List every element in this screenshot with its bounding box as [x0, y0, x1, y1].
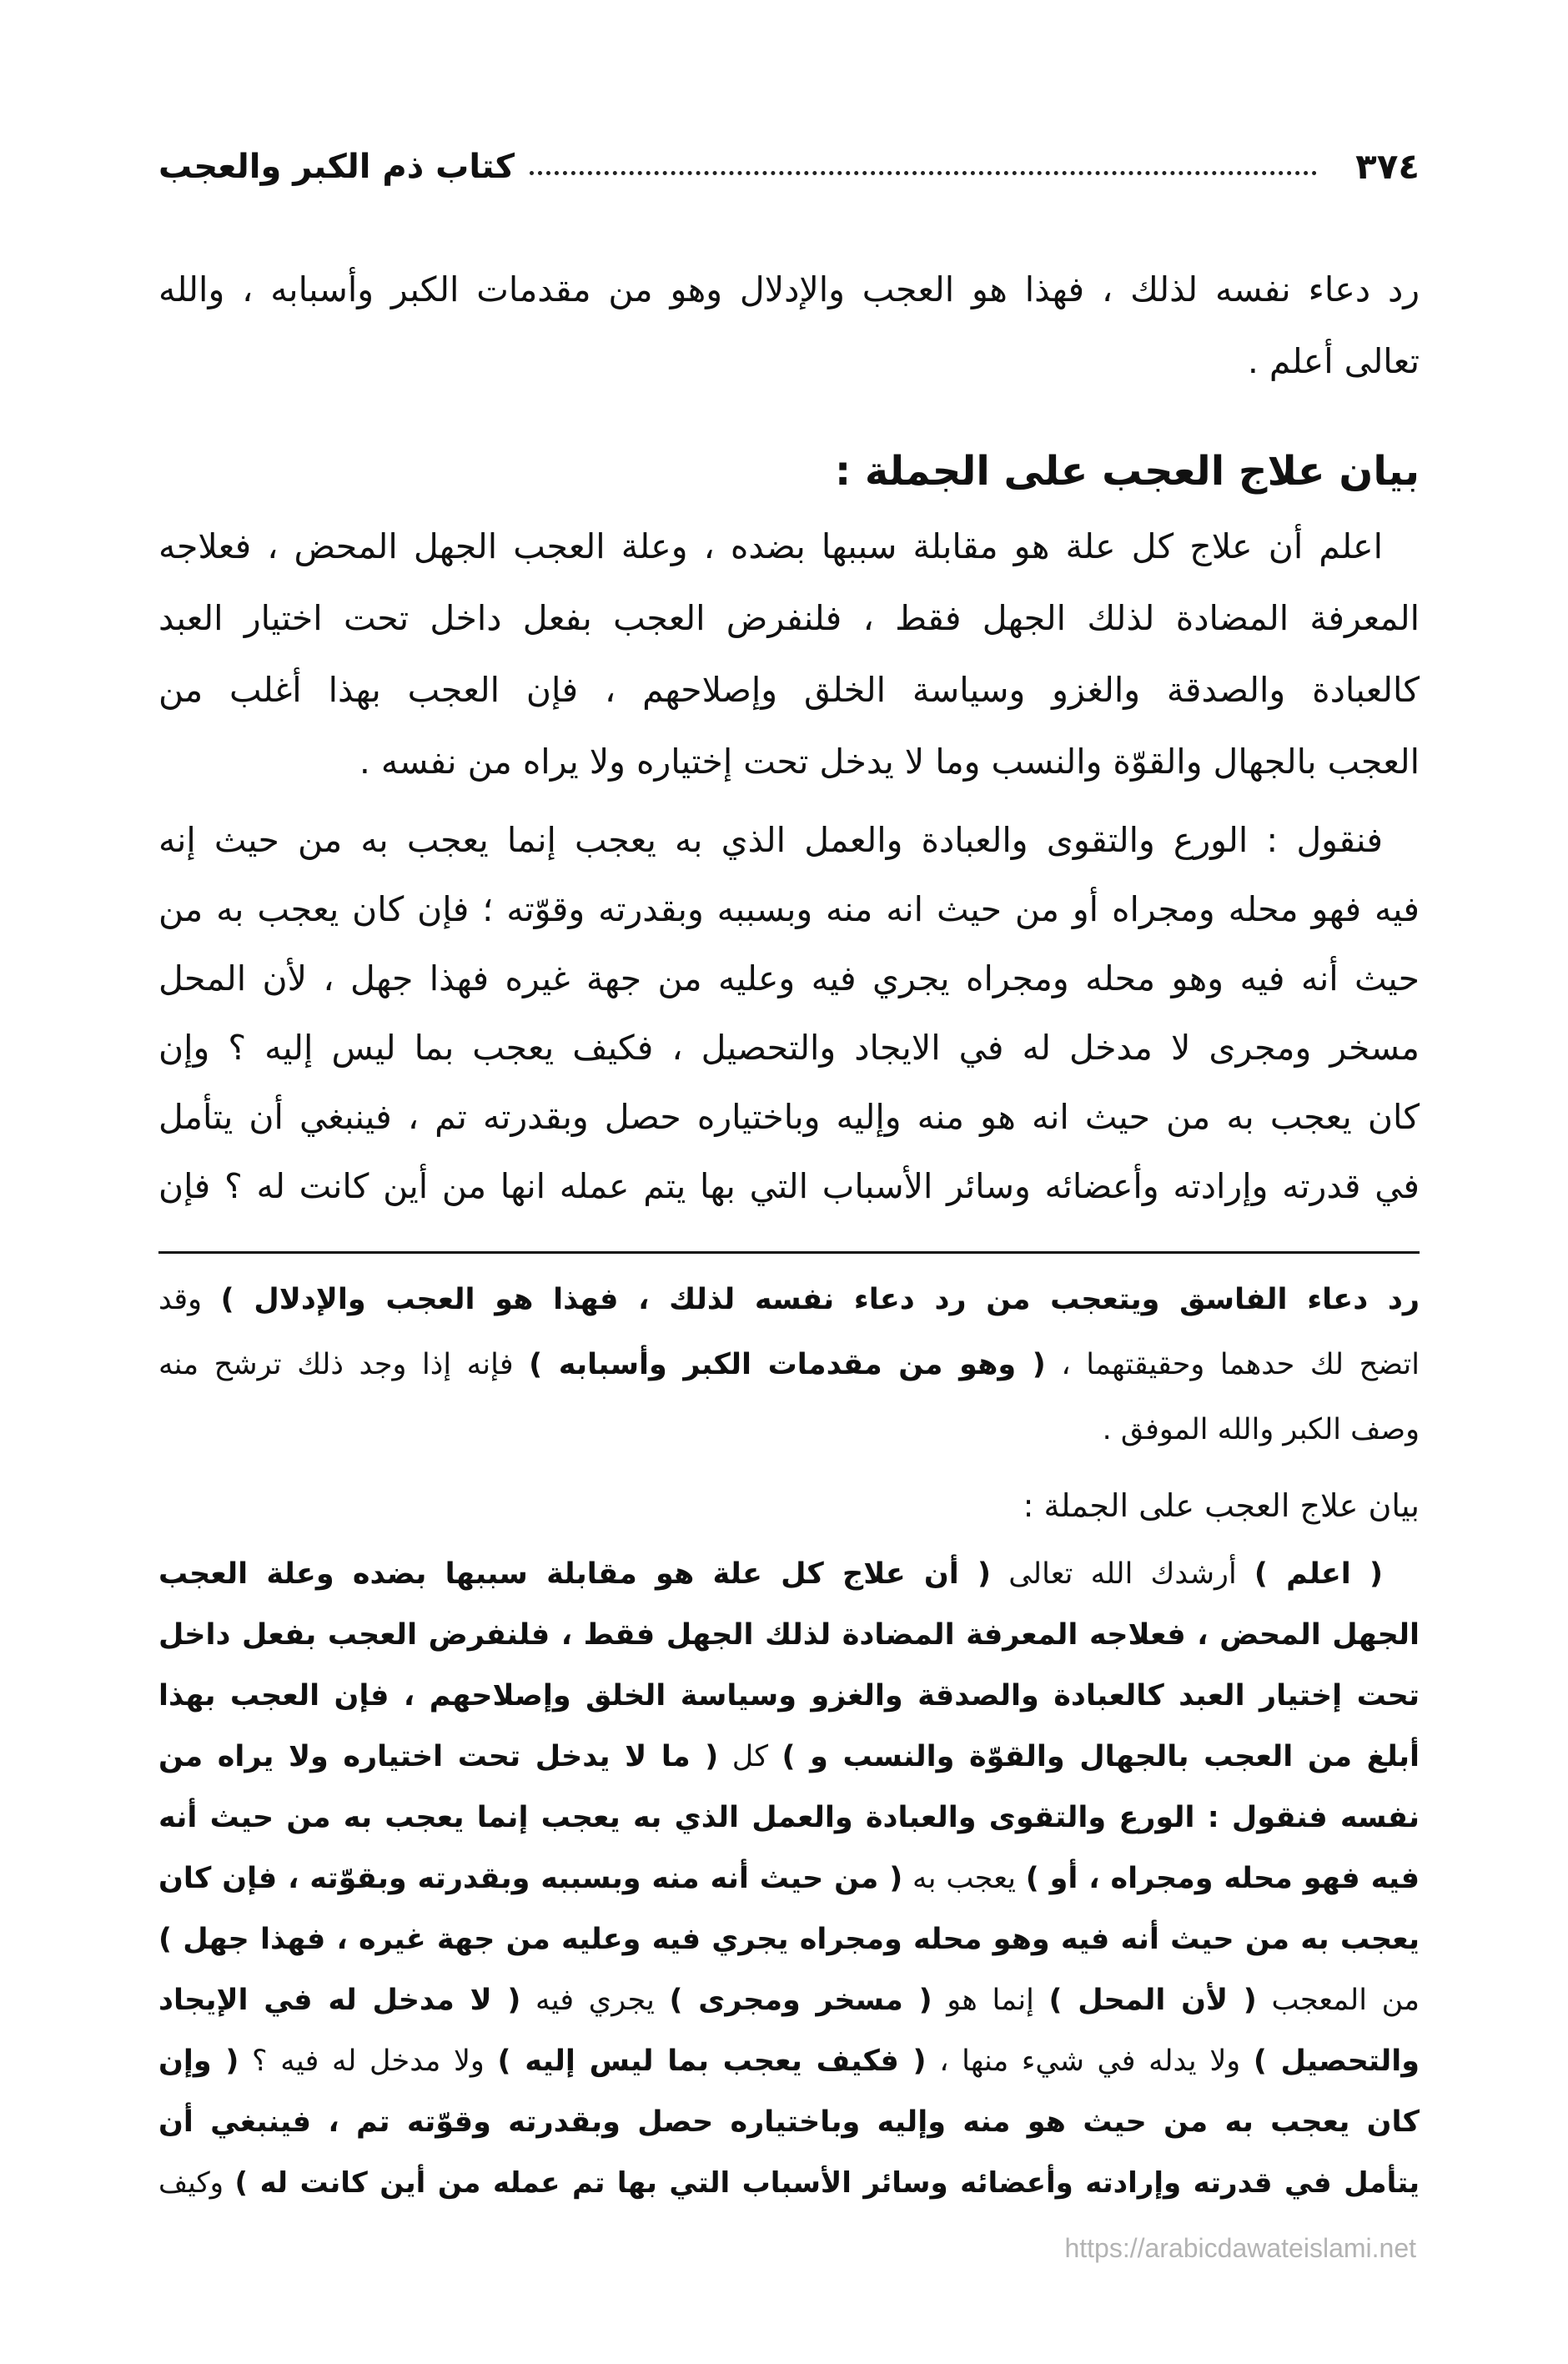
commentary-text: ولا يدله في شيء منها ، — [926, 2045, 1254, 2078]
main-text-opening — [158, 254, 1420, 397]
matn-text: أبلغ من العجب بالجهال والقوّة والنسب و ) — [781, 1740, 1420, 1773]
text-line: كان يعجب به من حيث انه هو منه وإليه وباختياره حصل وبقدرته تم ، فينبغي أن يتأمل — [158, 1097, 1420, 1137]
text-line: حيث أنه فيه وهو محله ومجراه يجري فيه وعليه من جهة غيره فهذا جهل ، لأن المحل — [158, 958, 1420, 998]
text-line — [158, 1666, 1420, 1727]
text-line — [158, 1909, 1420, 1970]
commentary-text: ولا مدخل له فيه ؟ — [239, 2045, 498, 2078]
commentary-text: اتضح لك حدهما وحقيقتهما ، — [1045, 1348, 1420, 1381]
commentary-paragraph — [158, 1544, 1420, 2214]
matn-text: ( أن علاج كل علة هو مقابلة سببها بضده وعلة العجب — [158, 1557, 992, 1591]
matn-text: ( ما لا يدخل تحت اختياره ولا يراه من — [158, 1740, 719, 1773]
text-line — [158, 1332, 1420, 1397]
commentary-separator-rule — [158, 1251, 1420, 1254]
commentary-text: يجري فيه — [520, 1984, 670, 2017]
text-line — [158, 1848, 1420, 1909]
matn-text: يتأمل في قدرته وإرادته وأعضائه وسائر الأسباب التي بها تم عمله من أين كانت له ) — [234, 2166, 1420, 2200]
commentary-text: وصف الكبر والله الموفق . — [1102, 1413, 1420, 1446]
text-line: فيه فهو محله ومجراه أو من حيث انه منه وبسببه وبقدرته وقوّته ؛ فإن كان يعجب به من — [158, 889, 1420, 929]
text-line: مسخر ومجرى لا مدخل له في الايجاد والتحصيل ، فكيف يعجب بما ليس إليه ؟ وإن — [158, 1028, 1420, 1068]
matn-text: ( وهو من مقدمات الكبر وأسبابه ) — [529, 1348, 1046, 1381]
text-line — [158, 1727, 1420, 1788]
text-line: تعالى أعلم . — [1247, 341, 1420, 381]
text-line — [158, 1267, 1420, 1332]
text-line: رد دعاء نفسه لذلك ، فهذا هو العجب والإدلال وهو من مقدمات الكبر وأسبابه ، والله — [158, 269, 1420, 309]
text-line — [158, 2153, 1420, 2214]
matn-text: ( فكيف يعجب بما ليس إليه ) — [497, 2045, 927, 2078]
commentary-text: إنما هو — [932, 1984, 1049, 2017]
commentary-text: أرشدك الله تعالى — [991, 1557, 1254, 1591]
matn-text: ( مسخر ومجرى ) — [669, 1984, 932, 2017]
matn-text: ( لا مدخل له في الإيجاد — [158, 1984, 521, 2017]
text-line: اعلم أن علاج كل علة هو مقابلة سببها بضده ، وعلة العجب الجهل المحض ، فعلاجه — [158, 526, 1383, 566]
text-line — [158, 1397, 1420, 1462]
commentary-text: وكيف — [158, 2166, 235, 2200]
text-line: فنقول : الورع والتقوى والعبادة والعمل الذي به يعجب إنما يعجب به من حيث إنه — [158, 820, 1383, 860]
text-line — [158, 1605, 1420, 1666]
text-line — [158, 1544, 1420, 1605]
text-line — [158, 1970, 1420, 2031]
text-line — [158, 1788, 1420, 1848]
matn-text: رد دعاء الفاسق ويتعجب من رد دعاء نفسه لذلك ، فهذا هو العجب والإدلال ) — [220, 1283, 1420, 1316]
commentary-text: يعجب به — [902, 1862, 1026, 1895]
commentary-opening — [158, 1267, 1420, 1462]
commentary-text: كل — [718, 1740, 782, 1773]
matn-text: نفسه فنقول : الورع والتقوى والعبادة والعمل الذي به يعجب إنما يعجب به من حيث أنه — [158, 1801, 1420, 1834]
commentary-text: من المعجب — [1256, 1984, 1420, 2017]
main-paragraph-1 — [158, 511, 1420, 797]
matn-text: والتحصيل ) — [1253, 2045, 1420, 2078]
matn-text: ( اعلم ) — [1254, 1557, 1384, 1591]
main-paragraph-2 — [158, 806, 1420, 1221]
matn-text: ( من حيث أنه منه وبسببه وبقدرته وبقوّته ، فإن كان — [158, 1862, 903, 1895]
matn-text: الجهل المحض ، فعلاجه المعرفة المضادة لذلك الجهل فقط ، فلنفرض العجب بفعل داخل — [158, 1618, 1420, 1652]
header-dot-leader — [530, 171, 1317, 175]
matn-text: فيه فهو محله ومجراه ، أو ) — [1025, 1862, 1420, 1895]
matn-text: يعجب به من حيث أنه فيه وهو محله ومجراه يجري فيه وعليه من جهة غيره ، فهذا جهل ) — [158, 1923, 1420, 1956]
text-line: المعرفة المضادة لذلك الجهل فقط ، فلنفرض العجب بفعل داخل تحت اختيار العبد — [158, 598, 1420, 638]
section-heading: بيان علاج العجب على الجملة : — [834, 448, 1420, 495]
commentary-text: وقد — [158, 1283, 221, 1316]
text-line — [158, 2092, 1420, 2153]
running-title: كتاب ذم الكبر والعجب — [158, 148, 515, 186]
text-line: كالعبادة والصدقة والغزو وسياسة الخلق وإصلاحهم ، فإن العجب بهذا أغلب من — [158, 670, 1420, 710]
running-header — [158, 140, 1420, 194]
matn-text: كان يعجب به من حيث هو منه وإليه وباختياره حصل وبقدرته وقوّته تم ، فينبغي أن — [158, 2105, 1420, 2139]
page-number: ٣٧٤ — [1355, 146, 1420, 187]
commentary-text: فإنه إذا وجد ذلك ترشح منه — [158, 1348, 530, 1381]
text-line: العجب بالجهال والقوّة والنسب وما لا يدخل تحت إختياره ولا يراه من نفسه . — [359, 742, 1420, 782]
text-line: في قدرته وإرادته وأعضائه وسائر الأسباب التي بها يتم عمله انها من أين كانت له ؟ فإن — [158, 1166, 1420, 1206]
matn-text: ( وإن — [158, 2045, 239, 2078]
text-line — [158, 2031, 1420, 2092]
commentary-heading: بيان علاج العجب على الجملة : — [1023, 1487, 1420, 1524]
matn-text: ( لأن المحل ) — [1048, 1984, 1257, 2017]
matn-text: تحت إختيار العبد كالعبادة والصدقة والغزو وسياسة الخلق وإصلاحهم ، فإن العجب بهذا — [158, 1679, 1420, 1713]
watermark-url: https://arabicdawateislami.net — [1064, 2233, 1416, 2263]
